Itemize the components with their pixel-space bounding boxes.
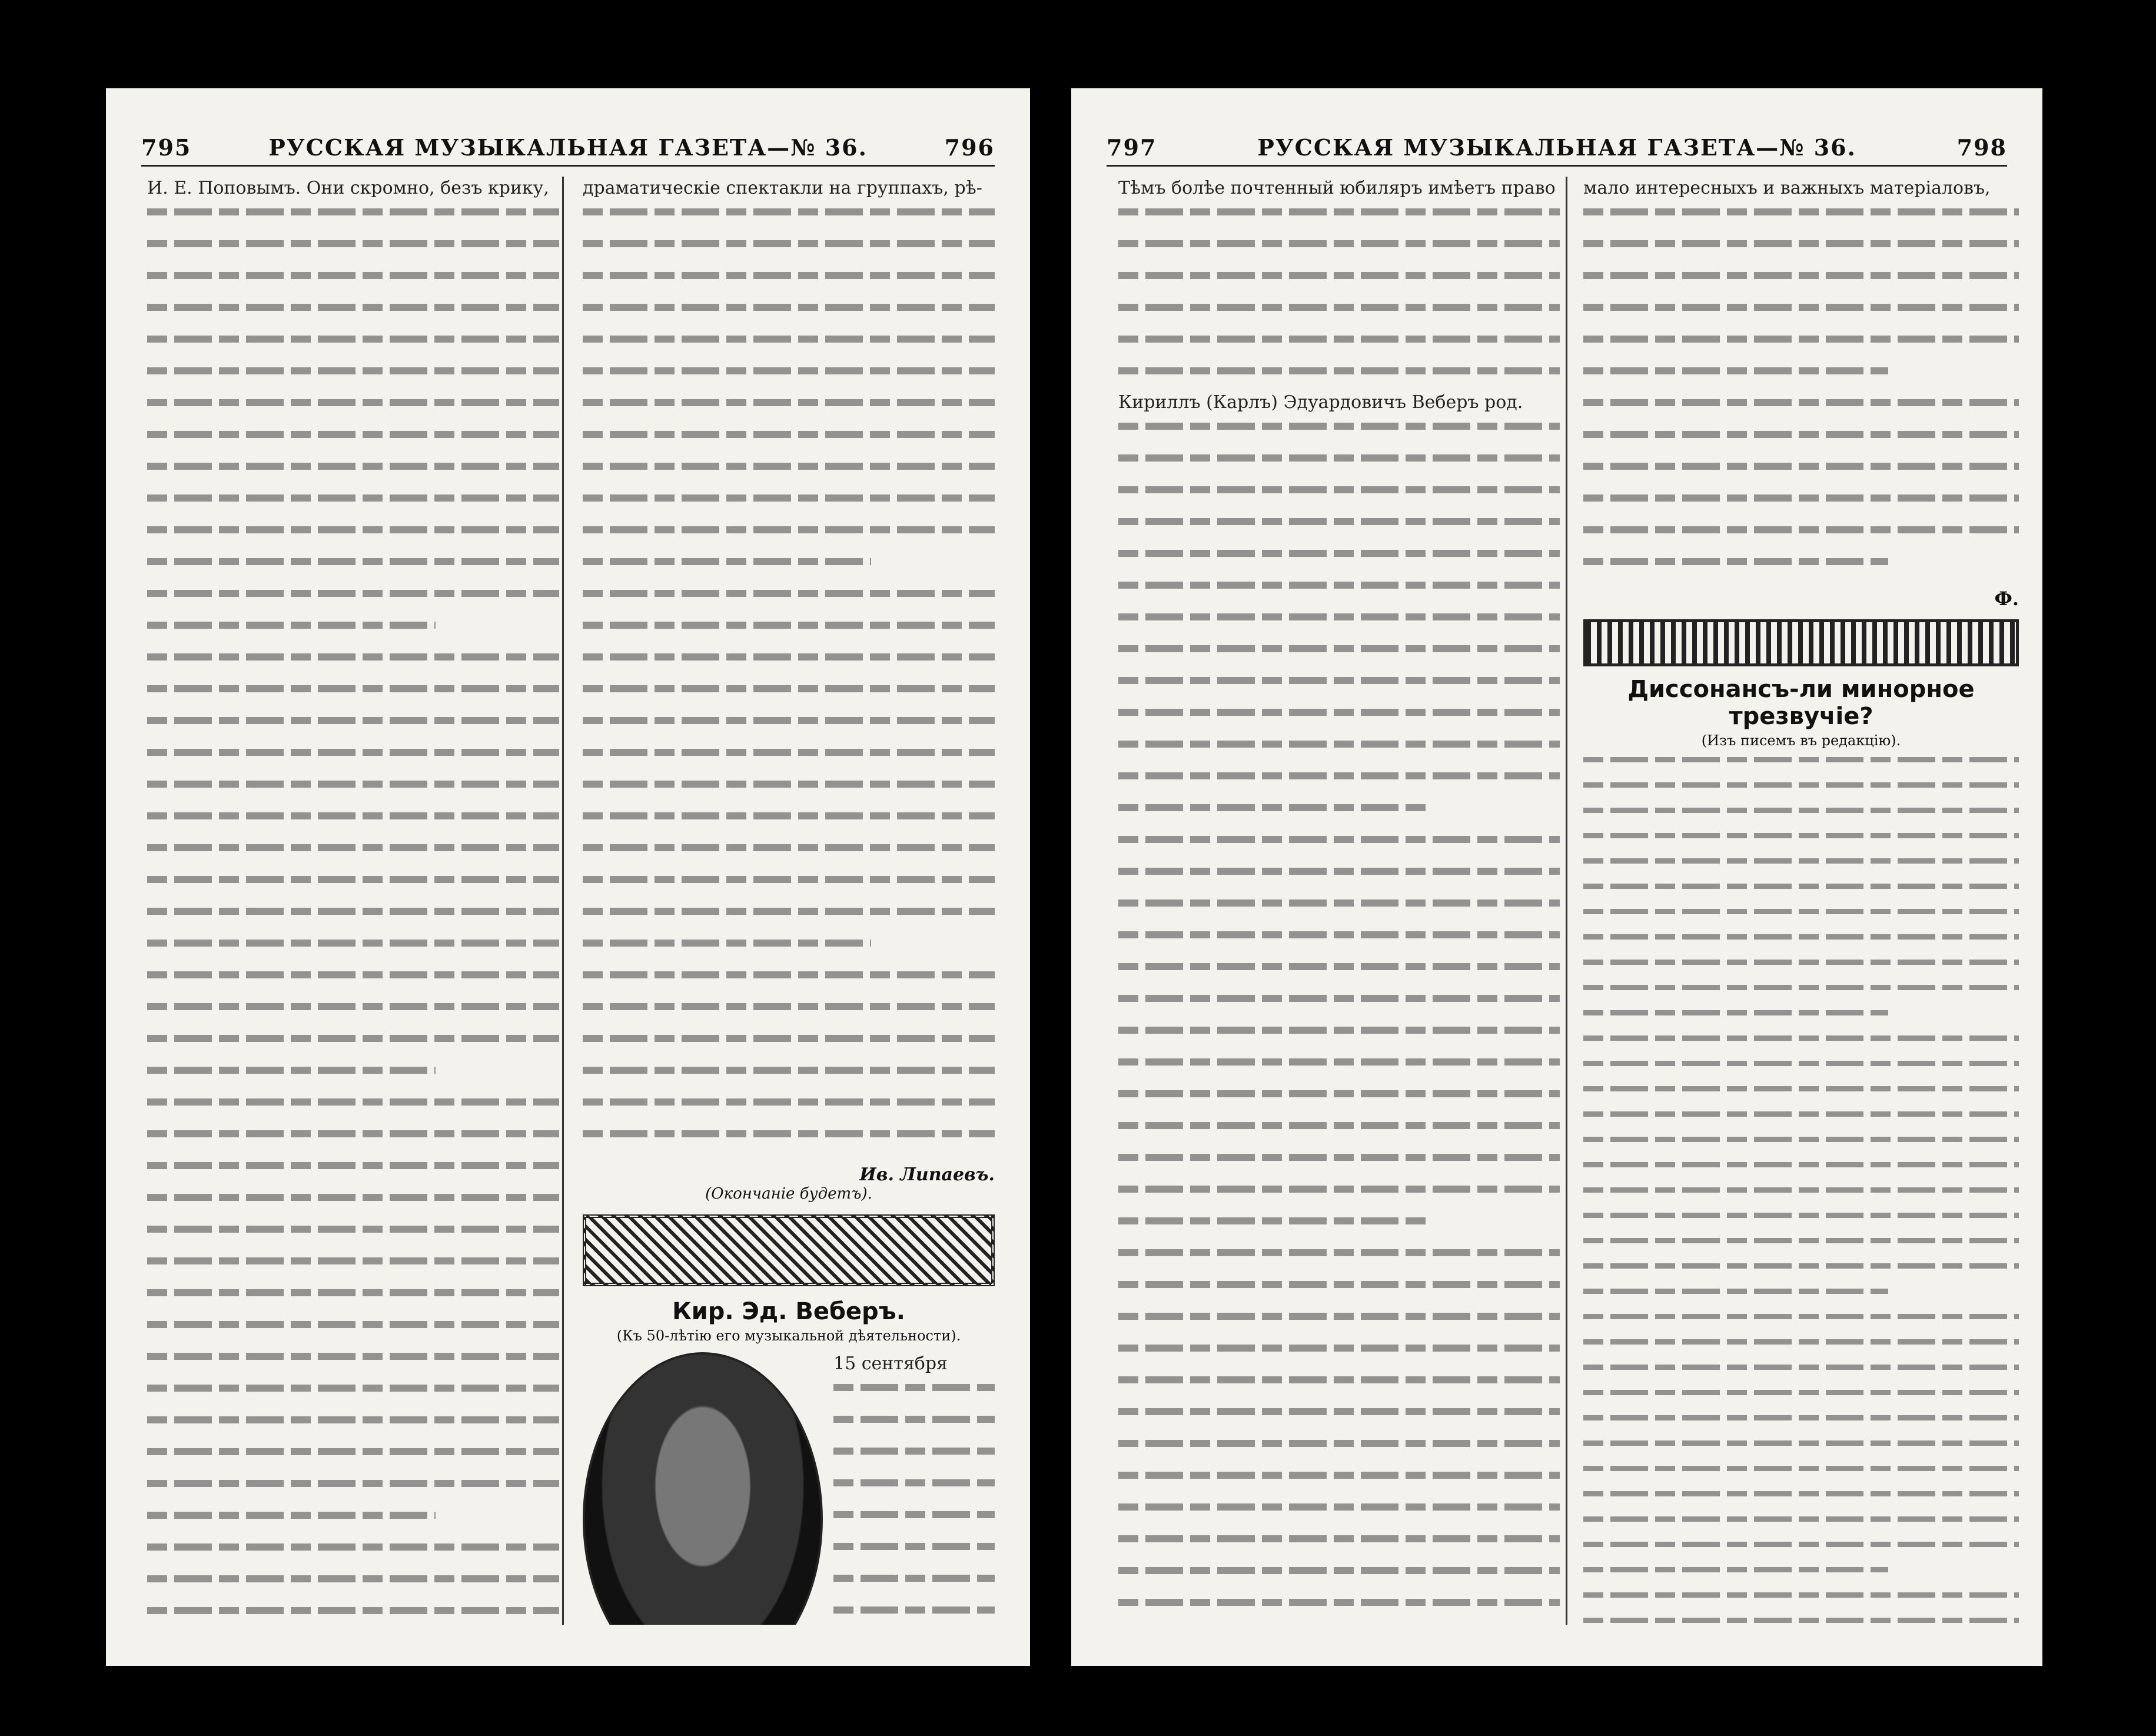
text-line-placeholder <box>583 781 995 804</box>
text-line-placeholder <box>833 1606 995 1625</box>
text-line-placeholder <box>1118 899 1560 923</box>
text-line-placeholder <box>1583 272 2019 296</box>
text-line-placeholder <box>147 653 559 677</box>
text-line-placeholder <box>1583 1339 2019 1358</box>
text-line-placeholder <box>583 208 995 232</box>
text-line-placeholder <box>1118 1027 1560 1050</box>
text-line-placeholder <box>147 240 559 264</box>
text-line-placeholder <box>833 1543 995 1566</box>
text-line-placeholder <box>147 304 559 327</box>
text-line-placeholder <box>833 1384 995 1408</box>
continued-note: (Окончанiе будетъ). <box>705 1185 872 1203</box>
text-line-placeholder <box>147 1544 559 1567</box>
text-line-placeholder <box>147 876 559 899</box>
text-line-placeholder <box>1583 1137 2019 1156</box>
column-795-body <box>147 208 559 1625</box>
text-line-placeholder <box>583 812 995 836</box>
text-line-placeholder <box>1583 782 2019 801</box>
text-line-placeholder <box>1118 582 1560 605</box>
column-795 <box>141 177 565 1625</box>
text-line-placeholder <box>1583 558 2019 582</box>
text-line-placeholder <box>147 971 559 995</box>
column-rule-left <box>562 177 564 1625</box>
text-line-placeholder <box>147 1035 559 1058</box>
text-line-placeholder <box>1118 645 1560 669</box>
text-line-placeholder <box>1118 272 1560 296</box>
text-line-placeholder <box>147 590 559 613</box>
text-line-placeholder <box>1583 1618 2019 1625</box>
text-line-placeholder <box>147 1512 559 1535</box>
text-line-placeholder <box>1118 1345 1560 1368</box>
text-line-placeholder <box>147 1194 559 1217</box>
text-line-placeholder <box>147 1226 559 1249</box>
text-line-placeholder <box>583 304 995 327</box>
text-line-placeholder <box>1118 1599 1560 1622</box>
text-line-placeholder <box>147 463 559 486</box>
text-line-placeholder <box>1583 1466 2019 1485</box>
text-line-placeholder <box>147 717 559 741</box>
text-line-placeholder <box>1583 1491 2019 1510</box>
text-line-placeholder <box>1118 613 1560 637</box>
column-797 <box>1112 177 1566 1625</box>
text-line-placeholder <box>583 558 995 582</box>
text-line-placeholder <box>583 431 995 454</box>
text-line-placeholder <box>1118 1122 1560 1146</box>
text-line-placeholder <box>1118 1535 1560 1559</box>
text-line-placeholder <box>833 1416 995 1439</box>
right-page <box>1071 88 2042 1666</box>
text-line-placeholder <box>1118 931 1560 955</box>
text-line-placeholder <box>1583 463 2019 486</box>
text-line-placeholder <box>1118 836 1560 859</box>
text-line-placeholder <box>1118 208 1560 232</box>
text-line-placeholder <box>1583 1314 2019 1333</box>
text-line-placeholder <box>583 399 995 423</box>
text-line-placeholder <box>1583 808 2019 826</box>
text-line-placeholder <box>147 1257 559 1281</box>
text-line-placeholder <box>1118 1376 1560 1400</box>
page-number-795: 795 <box>141 134 192 161</box>
article-subtitle-dissonance: (Изъ писемъ въ редакцiю). <box>1701 732 1901 749</box>
text-line-placeholder <box>583 653 995 677</box>
text-line-placeholder <box>147 1162 559 1186</box>
text-line-placeholder <box>583 590 995 613</box>
text-line-placeholder <box>1118 1217 1560 1241</box>
text-line-placeholder <box>1118 963 1560 987</box>
text-line-placeholder <box>147 272 559 296</box>
text-line-placeholder <box>1118 1090 1560 1114</box>
text-line-placeholder <box>583 622 995 645</box>
text-line-placeholder <box>1583 1390 2019 1409</box>
column-798 <box>1577 177 2025 1625</box>
text-line-placeholder <box>1583 1086 2019 1105</box>
text-line-placeholder <box>1583 934 2019 953</box>
text-line-placeholder <box>1583 1365 2019 1383</box>
text-line-placeholder <box>147 1067 559 1090</box>
text-line-placeholder <box>583 685 995 709</box>
text-line-placeholder <box>1583 1542 2019 1561</box>
text-line-placeholder <box>583 1098 995 1122</box>
column-797-first-line: Тѣмъ болѣе почтенный юбиляръ имѣетъ право <box>1118 178 1556 198</box>
text-line-placeholder <box>1583 884 2019 902</box>
text-line-placeholder <box>147 685 559 709</box>
article-title-dissonance: Диссонансъ-ли минорное трезвучiе? <box>1627 676 1975 730</box>
text-line-placeholder <box>1583 304 2019 327</box>
text-line-placeholder <box>147 1385 559 1408</box>
text-line-placeholder <box>1583 1187 2019 1206</box>
page-number-796: 796 <box>944 134 995 161</box>
text-line-placeholder <box>1583 1162 2019 1181</box>
text-line-placeholder <box>583 971 995 995</box>
text-line-placeholder <box>1118 804 1560 828</box>
text-line-placeholder <box>147 1575 559 1599</box>
text-line-placeholder <box>1583 1263 2019 1282</box>
portrait-side-text <box>833 1352 995 1625</box>
text-line-placeholder <box>147 622 559 645</box>
newspaper-title-left: РУССКАЯ МУЗЫКАЛЬНАЯ ГАЗЕТА—№ 36. <box>268 134 868 161</box>
text-line-placeholder <box>583 526 995 550</box>
text-line-placeholder <box>147 1321 559 1345</box>
text-line-placeholder <box>1118 772 1560 796</box>
column-796 <box>577 177 1001 1625</box>
running-head-left <box>141 130 995 167</box>
text-line-placeholder <box>1118 336 1560 359</box>
text-line-placeholder <box>1583 1010 2019 1029</box>
text-line-placeholder <box>147 1098 559 1122</box>
text-line-placeholder <box>1118 1186 1560 1209</box>
text-line-placeholder <box>583 876 995 899</box>
text-line-placeholder <box>1583 1415 2019 1434</box>
text-line-placeholder <box>1583 833 2019 852</box>
text-line-placeholder <box>833 1479 995 1503</box>
text-line-placeholder <box>583 1003 995 1027</box>
text-line-placeholder <box>147 336 559 359</box>
text-line-placeholder <box>147 940 559 963</box>
page-number-797: 797 <box>1107 134 1157 161</box>
text-line-placeholder <box>1118 1440 1560 1463</box>
text-line-placeholder <box>1118 709 1560 732</box>
text-line-placeholder <box>1583 399 2019 423</box>
text-line-placeholder <box>583 463 995 486</box>
decorative-bar-ornament <box>1583 619 2019 666</box>
text-line-placeholder <box>147 208 559 232</box>
text-line-placeholder <box>1583 431 2019 454</box>
column-796-first-line: драматическiе спектакли на группахъ, рѣ- <box>583 178 982 198</box>
text-line-placeholder <box>583 1130 995 1154</box>
text-line-placeholder <box>833 1448 995 1471</box>
text-line-placeholder <box>1118 1567 1560 1591</box>
text-line-placeholder <box>147 781 559 804</box>
text-line-placeholder <box>1583 1238 2019 1257</box>
text-line-placeholder <box>1118 423 1560 446</box>
text-line-placeholder <box>1118 995 1560 1018</box>
text-line-placeholder <box>1118 1503 1560 1527</box>
text-line-placeholder <box>583 272 995 296</box>
text-line-placeholder <box>1583 367 2019 391</box>
text-line-placeholder <box>1583 1516 2019 1535</box>
running-head-right <box>1107 130 2007 167</box>
text-line-placeholder <box>1118 454 1560 478</box>
text-line-placeholder <box>147 399 559 423</box>
text-line-placeholder <box>583 908 995 931</box>
text-line-placeholder <box>833 1575 995 1598</box>
text-line-placeholder <box>147 1289 559 1313</box>
text-line-placeholder <box>583 1035 995 1058</box>
text-line-placeholder <box>583 240 995 264</box>
column-796-body <box>583 208 995 1154</box>
text-line-placeholder <box>1118 868 1560 891</box>
portrait-block <box>583 1352 995 1625</box>
text-line-placeholder <box>1583 494 2019 518</box>
text-line-placeholder <box>1118 1472 1560 1495</box>
text-line-placeholder <box>1583 208 2019 232</box>
text-line-placeholder <box>1118 304 1560 327</box>
text-line-placeholder <box>1118 486 1560 510</box>
text-line-placeholder <box>583 844 995 868</box>
text-line-placeholder <box>1118 240 1560 264</box>
text-line-placeholder <box>1583 1035 2019 1054</box>
text-line-placeholder <box>147 1416 559 1440</box>
text-line-placeholder <box>583 336 995 359</box>
text-line-placeholder <box>1118 1408 1560 1432</box>
newspaper-title-right: РУССКАЯ МУЗЫКАЛЬНАЯ ГАЗЕТА—№ 36. <box>1257 134 1856 161</box>
text-line-placeholder <box>147 526 559 550</box>
text-line-placeholder <box>147 1003 559 1027</box>
text-line-placeholder <box>1583 1061 2019 1080</box>
text-line-placeholder <box>1118 1281 1560 1305</box>
text-line-placeholder <box>147 1353 559 1376</box>
text-line-placeholder <box>147 367 559 391</box>
text-line-placeholder <box>1583 526 2019 550</box>
text-line-placeholder <box>147 1480 559 1503</box>
text-line-placeholder <box>147 1448 559 1472</box>
text-line-placeholder <box>147 1130 559 1154</box>
text-line-placeholder <box>147 431 559 454</box>
text-line-placeholder <box>1583 1440 2019 1459</box>
text-line-placeholder <box>1583 240 2019 264</box>
text-line-placeholder <box>1118 550 1560 573</box>
text-line-placeholder <box>583 717 995 741</box>
text-line-placeholder <box>1583 757 2019 776</box>
text-line-placeholder <box>1583 960 2019 978</box>
article-subtitle-weber: (Къ 50-лѣтiю его музыкальной дѣятельности). <box>616 1327 961 1344</box>
author-signature: Ив. Липаевъ. <box>859 1164 995 1185</box>
text-line-placeholder <box>147 908 559 931</box>
text-line-placeholder <box>147 749 559 772</box>
text-line-placeholder <box>1118 1058 1560 1082</box>
text-line-placeholder <box>583 494 995 518</box>
column-rule-right <box>1566 177 1567 1625</box>
text-line-placeholder <box>583 1067 995 1090</box>
text-line-placeholder <box>1583 985 2019 1004</box>
article-title-weber: Кир. Эд. Веберъ. <box>672 1298 905 1325</box>
text-line-placeholder <box>147 558 559 582</box>
text-line-placeholder <box>583 940 995 963</box>
text-line-placeholder <box>1118 367 1560 391</box>
decorative-ornament-band <box>583 1214 995 1286</box>
text-line-placeholder <box>1118 741 1560 764</box>
text-line-placeholder <box>583 749 995 772</box>
left-page <box>106 88 1030 1666</box>
text-line-placeholder <box>1118 1154 1560 1177</box>
text-line-placeholder <box>1583 336 2019 359</box>
portrait-text-first-line: 15 сентября <box>833 1353 948 1374</box>
text-line-placeholder <box>1583 1289 2019 1307</box>
text-line-placeholder <box>1583 909 2019 928</box>
text-line-placeholder <box>1583 858 2019 877</box>
text-line-placeholder <box>1583 1567 2019 1586</box>
text-line-placeholder <box>833 1511 995 1535</box>
text-line-placeholder <box>147 494 559 518</box>
text-line-placeholder <box>1583 1592 2019 1611</box>
weber-biography-start: Кириллъ (Карлъ) Эдуардовичъ Веберъ род. <box>1118 392 1523 413</box>
page-number-798: 798 <box>1956 134 2007 161</box>
text-line-placeholder <box>583 367 995 391</box>
column-798-small-print <box>1583 757 2019 1625</box>
text-line-placeholder <box>147 844 559 868</box>
text-line-placeholder <box>147 812 559 836</box>
column-795-first-line: И. Е. Поповымъ. Они скромно, безъ крику, <box>147 178 549 198</box>
weber-portrait-image <box>583 1352 823 1625</box>
text-line-placeholder <box>1118 518 1560 542</box>
column-798-first-line: мало интересныхъ и важныхъ матерiаловъ, <box>1583 178 1991 198</box>
text-line-placeholder <box>1118 1249 1560 1273</box>
text-line-placeholder <box>1118 1313 1560 1336</box>
text-line-placeholder <box>1118 677 1560 701</box>
author-sign-f: Ф. <box>1994 587 2019 610</box>
text-line-placeholder <box>1583 1111 2019 1130</box>
text-line-placeholder <box>1583 1213 2019 1232</box>
text-line-placeholder <box>147 1607 559 1625</box>
